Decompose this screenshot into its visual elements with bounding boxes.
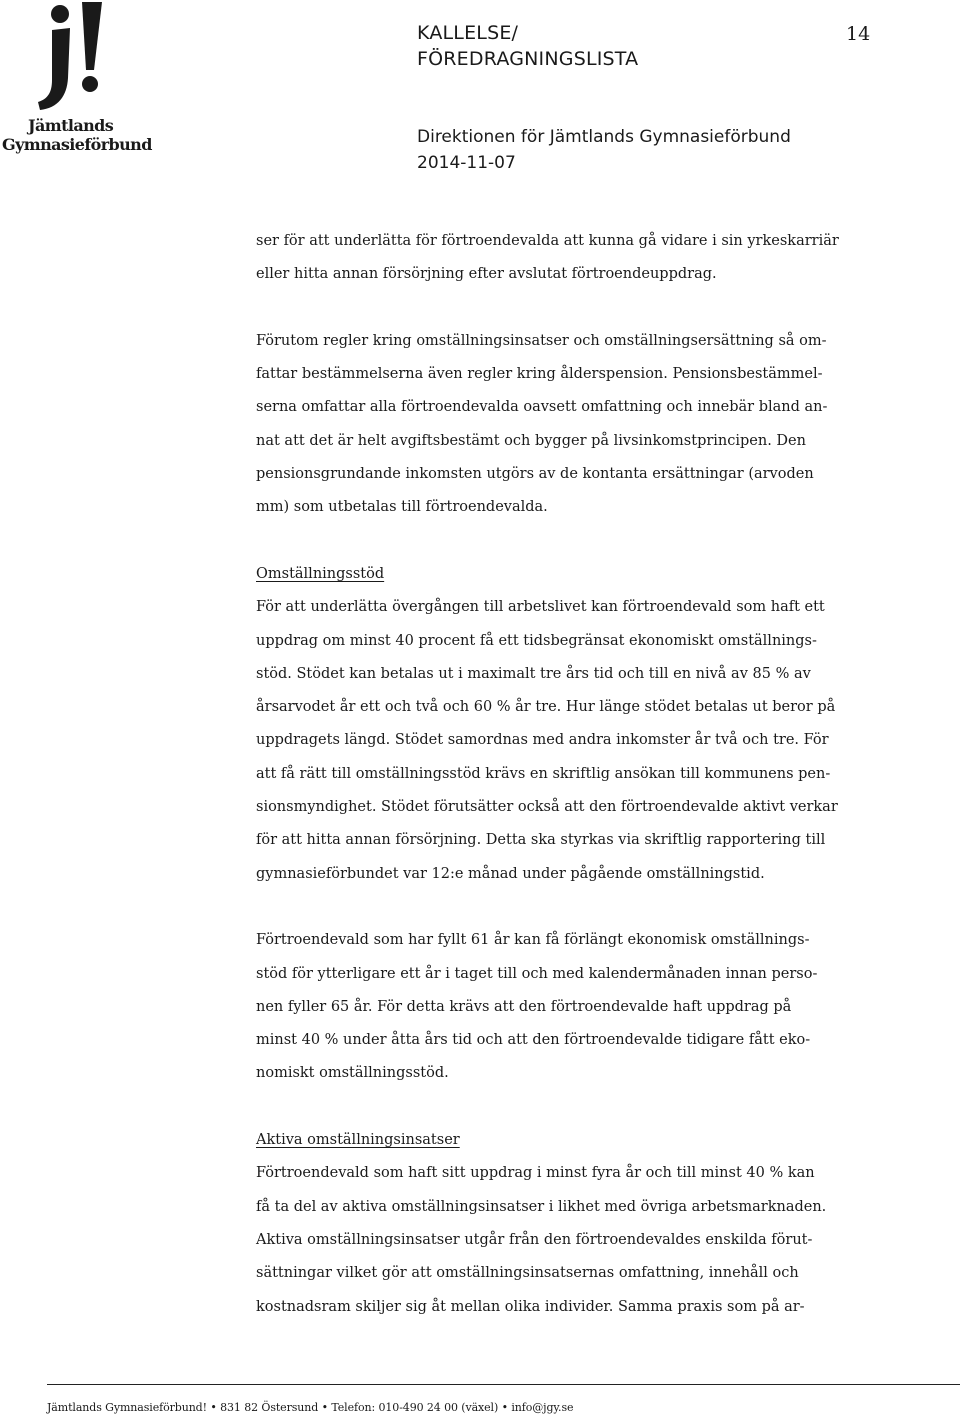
text-line: nomiskt omställningsstöd. — [256, 1065, 449, 1082]
text-line: gymnasieförbundet var 12:e månad under pågående omställningstid. — [256, 865, 765, 882]
text-line: Aktiva omställningsinsatser utgår från den förtroendevaldes enskilda förut- — [256, 1231, 813, 1248]
text-line: för att hitta annan försörjning. Detta ska styrkas via skriftlig rapportering till — [256, 832, 826, 849]
text-line: sionsmyndighet. Stödet förutsätter också att den förtroendevalde aktivt verkar — [256, 799, 838, 816]
text-line: få ta del av aktiva omställningsinsatser i likhet med övriga arbetsmarknaden. — [256, 1198, 827, 1215]
text-line: uppdragets längd. Stödet samordnas med andra inkomster år två och tre. För — [256, 732, 829, 749]
document-title-line-1: KALLELSE/ — [417, 22, 519, 44]
paragraph-1 — [256, 225, 856, 292]
text-line: stöd. Stödet kan betalas ut i maximalt tre års tid och till en nivå av 85 % av — [256, 665, 811, 682]
logo-line-1: Jämtlands — [28, 116, 114, 135]
text-line: ser för att underlätta för förtroendevalda att kunna gå vidare i sin yrkeskarriär — [256, 233, 839, 249]
paragraph-5 — [256, 1157, 856, 1323]
text-line: pensionsgrundande inkomsten utgörs av de kontanta ersättningar (arvoden — [256, 466, 814, 483]
text-line: För att underlätta övergången till arbetslivet kan förtroendevald som haft ett — [256, 599, 825, 616]
text-line: Förtroendevald som har fyllt 61 år kan få förlängt ekonomisk omställnings- — [256, 932, 810, 949]
section-heading-omstallningsstod: Omställningsstöd — [256, 565, 385, 582]
footer-contact: Jämtlands Gymnasieförbund! • 831 82 Östersund • Telefon: 010-490 24 00 (växel) • info@jgy.se — [47, 1401, 574, 1414]
text-line: sättningar vilket gör att omställningsinsatsernas omfattning, innehåll och — [256, 1265, 799, 1282]
text-line: att få rätt till omställningsstöd krävs en skriftlig ansökan till kommunens pen- — [256, 765, 831, 782]
footer-divider — [47, 1384, 960, 1385]
text-line: minst 40 % under åtta års tid och att den förtroendevalde tidigare fått eko- — [256, 1032, 811, 1049]
text-line: kostnadsram skiljer sig åt mellan olika individer. Samma praxis som på ar- — [256, 1298, 805, 1315]
text-line: årsarvodet år ett och två och 60 % år tre. Hur länge stödet betalas ut beror på — [256, 699, 836, 716]
section-heading-aktiva-omstallningsinsatser: Aktiva omställningsinsatser — [256, 1132, 460, 1149]
text-line: uppdrag om minst 40 procent få ett tidsbegränsat ekonomiskt omställnings- — [256, 632, 817, 649]
logo-wordmark — [2, 116, 152, 154]
text-line: mm) som utbetalas till förtroendevalda. — [256, 499, 548, 516]
logo-line-2: Gymnasieförbund — [2, 135, 152, 154]
text-line: eller hitta annan försörjning efter avslutat förtroendeuppdrag. — [256, 266, 717, 283]
document-body — [256, 225, 856, 1324]
page-number: 14 — [846, 23, 871, 45]
text-line: serna omfattar alla förtroendevalda oavsett omfattning och innebär bland an- — [256, 399, 828, 416]
document-title — [417, 20, 638, 72]
logo — [0, 0, 152, 160]
text-line: fattar bestämmelserna även regler kring ålderspension. Pensionsbestämmel- — [256, 366, 823, 383]
text-line: stöd för ytterligare ett år i taget till och med kalendermånaden innan perso- — [256, 965, 818, 982]
paragraph-3 — [256, 591, 856, 891]
paragraph-2 — [256, 325, 856, 525]
logo-mark-icon — [30, 0, 110, 112]
text-line: nat att det är helt avgiftsbestämt och bygger på livsinkomstprincipen. Den — [256, 432, 806, 449]
document-title-line-2: FÖREDRAGNINGSLISTA — [417, 48, 639, 70]
text-line: Förutom regler kring omställningsinsatser och omställningsersättning så om- — [256, 332, 827, 349]
document-date: 2014-11-07 — [417, 153, 516, 173]
text-line: Förtroendevald som haft sitt uppdrag i minst fyra år och till minst 40 % kan — [256, 1165, 815, 1182]
organization-name: Direktionen för Jämtlands Gymnasieförbund — [417, 127, 791, 147]
paragraph-4 — [256, 924, 856, 1090]
text-line: nen fyller 65 år. För detta krävs att den förtroendevalde haft uppdrag på — [256, 998, 792, 1015]
